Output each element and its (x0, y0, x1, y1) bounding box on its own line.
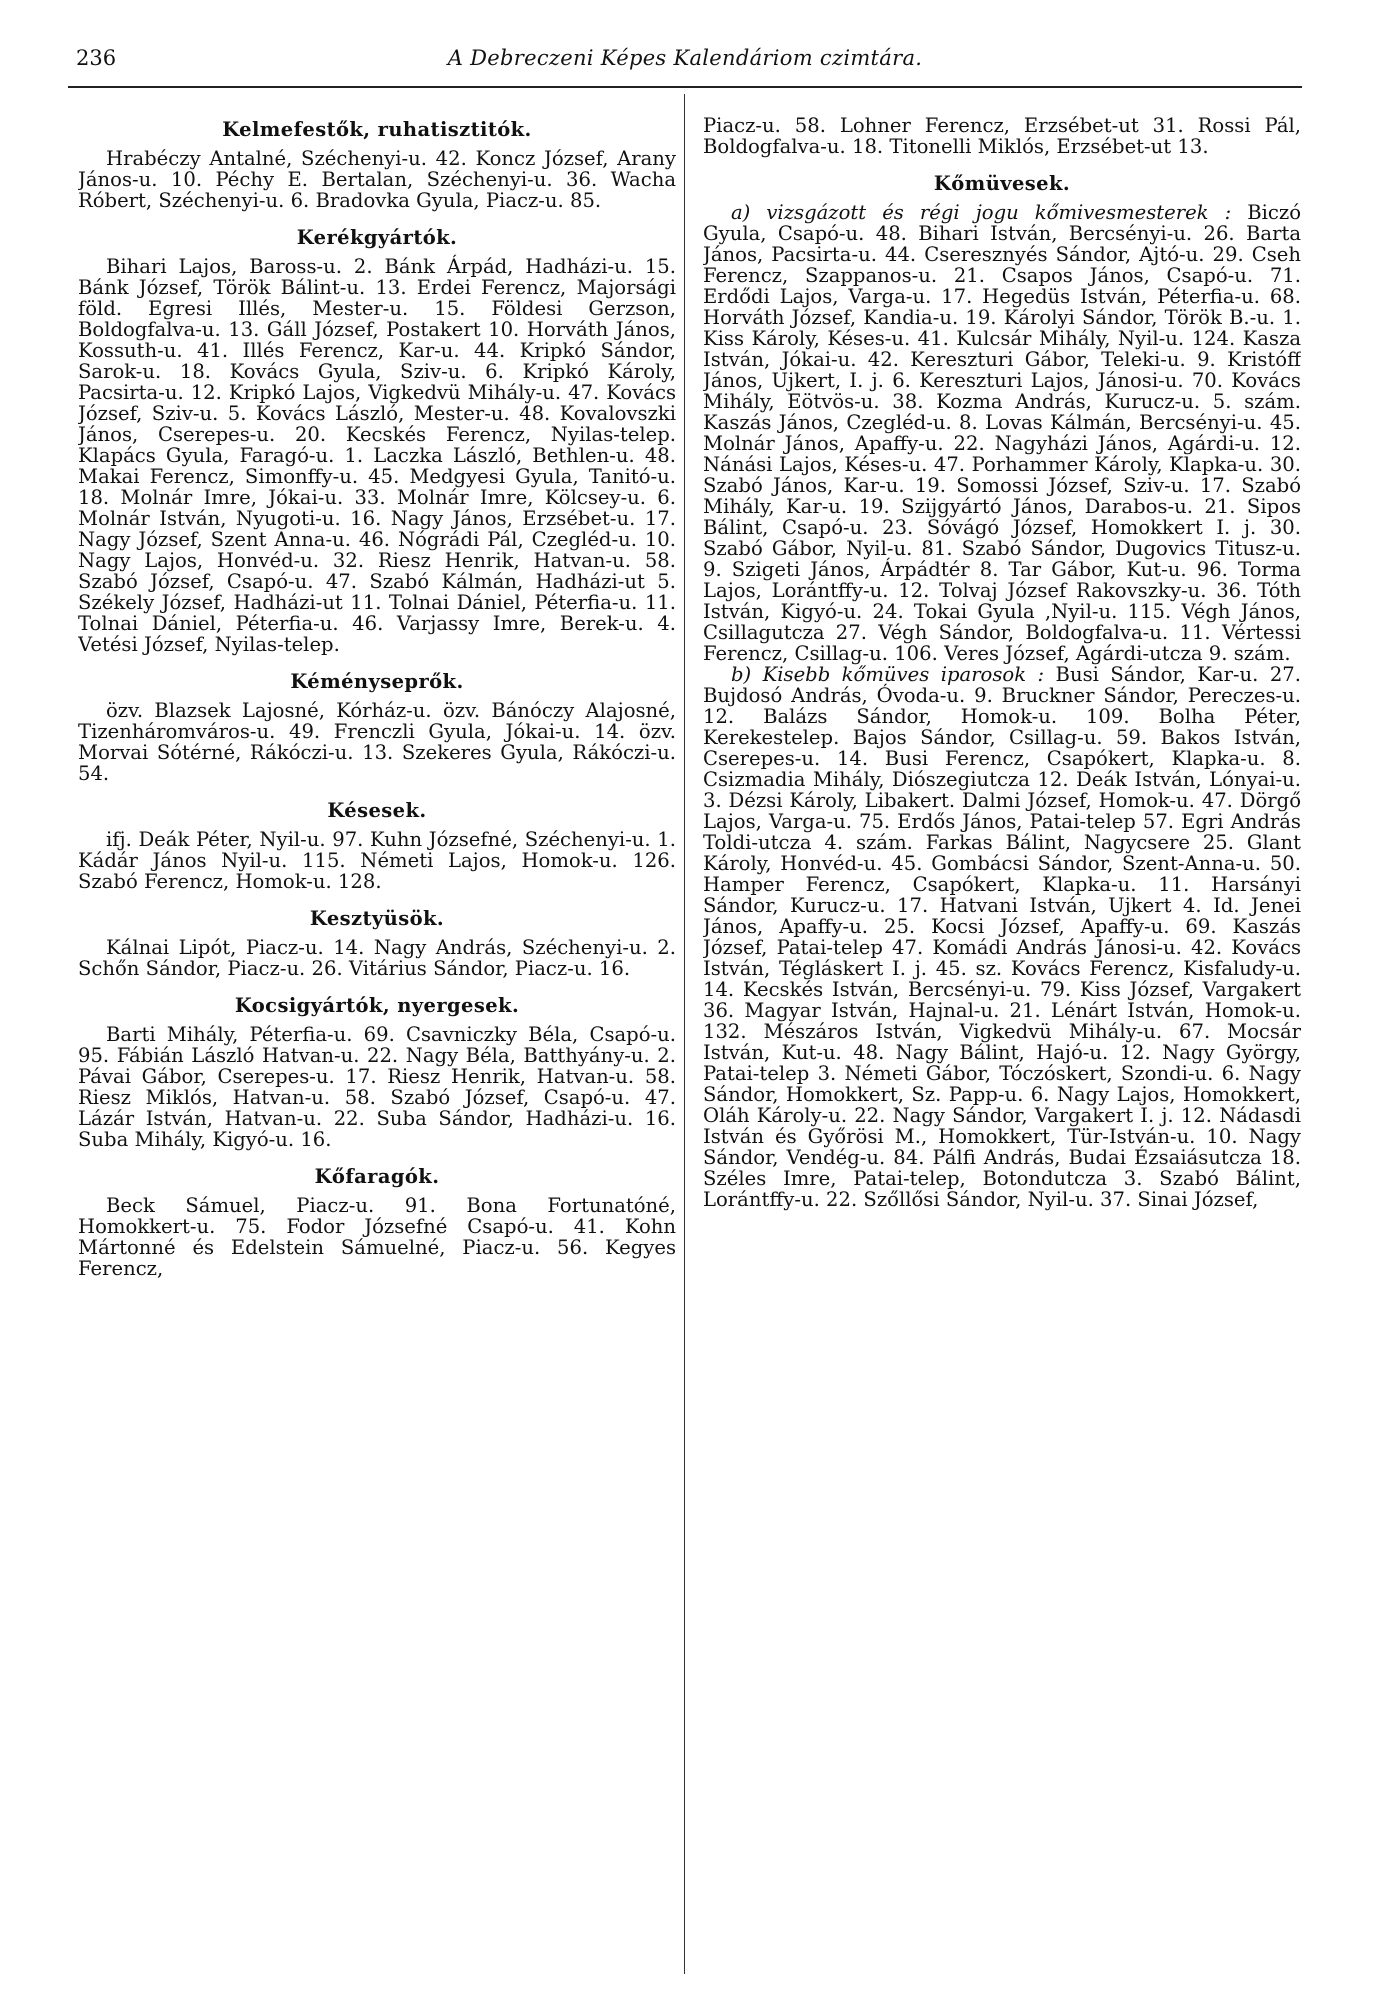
header-rule (68, 86, 1302, 88)
subsection-a-label: a) vizsgázott és régi jogu kőmivesmesterek : (731, 201, 1248, 224)
section-kesztyusok (78, 908, 676, 979)
section-heading: Kesztyüsök. (309, 907, 445, 930)
right-column (703, 115, 1301, 1960)
section-heading: Kelmefestők, ruhatisztitók. (222, 118, 532, 141)
column-divider (684, 94, 685, 1974)
left-column (78, 115, 676, 1960)
section-heading: Kerékgyártók. (296, 226, 458, 249)
section-heading: Kőfaragók. (314, 1165, 440, 1188)
section-kofaragok (78, 1166, 676, 1279)
section-heading: Kőmüvesek. (933, 172, 1071, 195)
subsection-b (703, 664, 1301, 1210)
section-text: özv. Blazsek Lajosné, Kórház-u. özv. Bánóczy Alajosné, Tizenháromváros-u. 49. Frenczli Gyula, Jókai-u. 14. özv. Morvai Sótérné, Rákóczi-u. 13. Szekeres Gyula, Rákóczi-u. 54. (78, 699, 676, 785)
section-komuvesek (703, 173, 1301, 1210)
section-kerekgyartok (78, 227, 676, 655)
section-text: Beck Sámuel, Piacz-u. 91. Bona Fortunatóné, Homokkert-u. 75. Fodor Józsefné Csapó-u. 41. Kohn Mártonné és Edelstein Sámuelné, Piacz-u. 56. Kegyes Ferencz, (78, 1194, 676, 1280)
section-text: Bihari Lajos, Baross-u. 2. Bánk Árpád, Hadházi-u. 15. Bánk József, Török Bálint-u. 13. Erdei Ferencz, Majorsági föld. Egresi Illés, Mester-u. 15. Földesi Gerzson, Boldogfalva-u. 13. Gáll József, Postakert 10. Horváth János, Kossuth-u. 41. Illés Ferencz, Kar-u. 44. Kripkó Sándor, Sarok-u. 18. Kovács Gyula, Sziv-u. 6. Kripkó Károly, Pacsirta-u. 12. Kripkó Lajos, Vigkedvü Mihály-u. 47. Kovács József, Sziv-u. 5. Kovács László, Mester-u. 48. Kovalovszki János, Cserepes-u. 20. Kecskés Ferencz, Nyilas-telep. Klapács Gyula, Faragó-u. 1. Laczka László, Bethlen-u. 48. Makai Ferencz, Simonffy-u. 45. Medgyesi Gyula, Tanitó-u. 18. Molnár Imre, Jókai-u. 33. Molnár Imre, Kölcsey-u. 6. Molnár István, Nyugoti-u. 16. Nagy János, Erzsébet-u. 17. Nagy József, Szent Anna-u. 46. Nógrádi Pál, Czegléd-u. 10. Nagy Lajos, Honvéd-u. 32. Riesz Henrik, Hatvan-u. 58. Szabó József, Csapó-u. 47. Szabó Kálmán, Hadházi-ut 5. Székely József, Hadházi-ut 11. Tolnai Dániel, Péterfia-u. 11. Tolnai Dániel, Péterfia-u. 46. Varjassy Imre, Berek-u. 4. Vetési József, Nyilas-telep. (78, 255, 676, 656)
continuation-text: Piacz-u. 58. Lohner Ferencz, Erzsébet-ut 31. Rossi Pál, Boldogfalva-u. 18. Titonelli Miklós, Erzsébet-ut 13. (703, 115, 1301, 158)
subsection-b-label: b) Kisebb kőmüves iparosok : (731, 663, 1056, 686)
section-text: Barti Mihály, Péterfia-u. 69. Csavniczky Béla, Csapó-u. 95. Fábián László Hatvan-u. 22. Nagy Béla, Batthyány-u. 2. Pávai Gábor, Cserepes-u. 17. Riesz Henrik, Hatvan-u. 58. Riesz Miklós, Hatvan-u. 58. Szabó József, Csapó-u. 47. Lázár István, Hatvan-u. 22. Suba Sándor, Hadházi-u. 16. Suba Mihály, Kigyó-u. 16. (78, 1023, 676, 1151)
section-heading: Kéményseprők. (290, 670, 464, 693)
section-heading: Kocsigyártók, nyergesek. (234, 994, 520, 1017)
section-text: ifj. Deák Péter, Nyil-u. 97. Kuhn Józsefné, Széchenyi-u. 1. Kádár János Nyil-u. 115. Németi Lajos, Homok-u. 126. Szabó Ferencz, Homok-u. 128. (78, 828, 676, 893)
subsection-a (703, 202, 1301, 664)
subsection-a-text: Biczó Gyula, Csapó-u. 48. Bihari István, Bercsényi-u. 26. Barta János, Pacsirta-u. 44. Cseresznyés Sándor, Ajtó-u. 29. Cseh Ferencz, Szappanos-u. 21. Csapos János, Csapó-u. 71. Erdődi Lajos, Varga-u. 17. Hegedüs István, Péterfia-u. 68. Horváth József, Kandia-u. 19. Károlyi Sándor, Török B.-u. 1. Kiss Károly, Késes-u. 41. Kulcsár Mihály, Nyil-u. 124. Kasza István, Jókai-u. 42. Kereszturi Gábor, Teleki-u. 9. Kristóff János, Ujkert, I. j. 6. Kereszturi Lajos, Jánosi-u. 70. Kovács Mihály, Eötvös-u. 38. Kozma András, Kurucz-u. 5. szám. Kaszás János, Czegléd-u. 8. Lovas Kálmán, Bercsényi-u. 45. Molnár János, Apaffy-u. 22. Nagyházi János, Agárdi-u. 12. Nánási Lajos, Késes-u. 47. Porhammer Károly, Klapka-u. 30. Szabó János, Kar-u. 19. Somossi József, Sziv-u. 17. Szabó Mihály, Kar-u. 19. Szijgyártó János, Darabos-u. 21. Sipos Bálint, Csapó-u. 23. Sóvágó József, Homokkert I. j. 30. Szabó Gábor, Nyil-u. 81. Szabó Sándor, Dugovics Titusz-u. 9. Szigeti János, Árpádtér 8. Tar Gábor, Kut-u. 96. Torma Lajos, Lorántffy-u. 12. Tolvaj József Rakovszky-u. 36. Tóth István, Kigyó-u. 24. Tokai Gyula ,Nyil-u. 115. Végh János, Csillagutcza 27. Végh Sándor, Boldogfalva-u. 11. Vértessi Ferencz, Csillag-u. 106. Veres József, Agárdi-utcza 9. szám. (703, 201, 1301, 665)
page-header (68, 46, 1302, 80)
section-kelmefestok (78, 119, 676, 211)
section-text: Hrabéczy Antalné, Széchenyi-u. 42. Koncz József, Arany János-u. 10. Péchy E. Bertalan, Széchenyi-u. 36. Wacha Róbert, Széchenyi-u. 6. Bradovka Gyula, Piacz-u. 85. (78, 147, 676, 212)
section-continuation (703, 115, 1301, 157)
page-number: 236 (76, 46, 117, 70)
running-title: A Debreczeni Képes Kalendáriom czimtára. (447, 46, 923, 70)
section-kemenyseprok (78, 671, 676, 784)
section-kocsigyartok (78, 995, 676, 1150)
section-heading: Késesek. (327, 799, 427, 822)
section-text: Kálnai Lipót, Piacz-u. 14. Nagy András, Széchenyi-u. 2. Schőn Sándor, Piacz-u. 26. Vitárius Sándor, Piacz-u. 16. (78, 936, 676, 980)
subsection-b-text: Busi Sándor, Kar-u. 27. Bujdosó András, Óvoda-u. 9. Bruckner Sándor, Pereczes-u. 12. Balázs Sándor, Homok-u. 109. Bolha Péter, Kerekestelep. Bajos Sándor, Csillag-u. 59. Bakos István, Cserepes-u. 14. Busi Ferencz, Csapókert, Klapka-u. 8. Csizmadia Mihály, Diószegiutcza 12. Deák István, Lónyai-u. 3. Dézsi Károly, Libakert. Dalmi József, Homok-u. 47. Dörgő Lajos, Varga-u. 75. Erdős János, Patai-telep 57. Egri András Toldi-utcza 4. szám. Farkas Bálint, Nagycsere 25. Glant Károly, Honvéd-u. 45. Gombácsi Sándor, Szent-Anna-u. 50. Hamper Ferencz, Csapókert, Klapka-u. 11. Harsányi Sándor, Kurucz-u. 17. Hatvani István, Ujkert 4. Id. Jenei János, Apaffy-u. 25. Kocsi József, Apaffy-u. 69. Kaszás József, Patai-telep 47. Komádi András Jánosi-u. 42. Kovács István, Tégláskert I. j. 45. sz. Kovács Ferencz, Kisfaludy-u. 14. Kecskés István, Bercsényi-u. 79. Kiss József, Vargakert 36. Magyar István, Hajnal-u. 21. Lénárt István, Homok-u. 132. Mészáros István, Vigkedvü Mihály-u. 67. Mocsár István, Kut-u. 48. Nagy Bálint, Hajó-u. 12. Nagy György, Patai-telep 3. Németi Gábor, Tóczóskert, Szondi-u. 6. Nagy Sándor, Homokkert, Sz. Papp-u. 6. Nagy Lajos, Homokkert, Oláh Károly-u. 22. Nagy Sándor, Vargakert I. j. 12. Nádasdi István és Győrösi M., Homokkert, Tür-István-u. 10. Nagy Sándor, Vendég-u. 84. Pálfi András, Budai Ézsaiásutcza 18. Széles Imre, Patai-telep, Botondutcza 3. Szabó Bálint, Lorántffy-u. 22. Szőllősi Sándor, Nyil-u. 37. Sinai József, (703, 663, 1301, 1211)
section-kesesek (78, 800, 676, 892)
